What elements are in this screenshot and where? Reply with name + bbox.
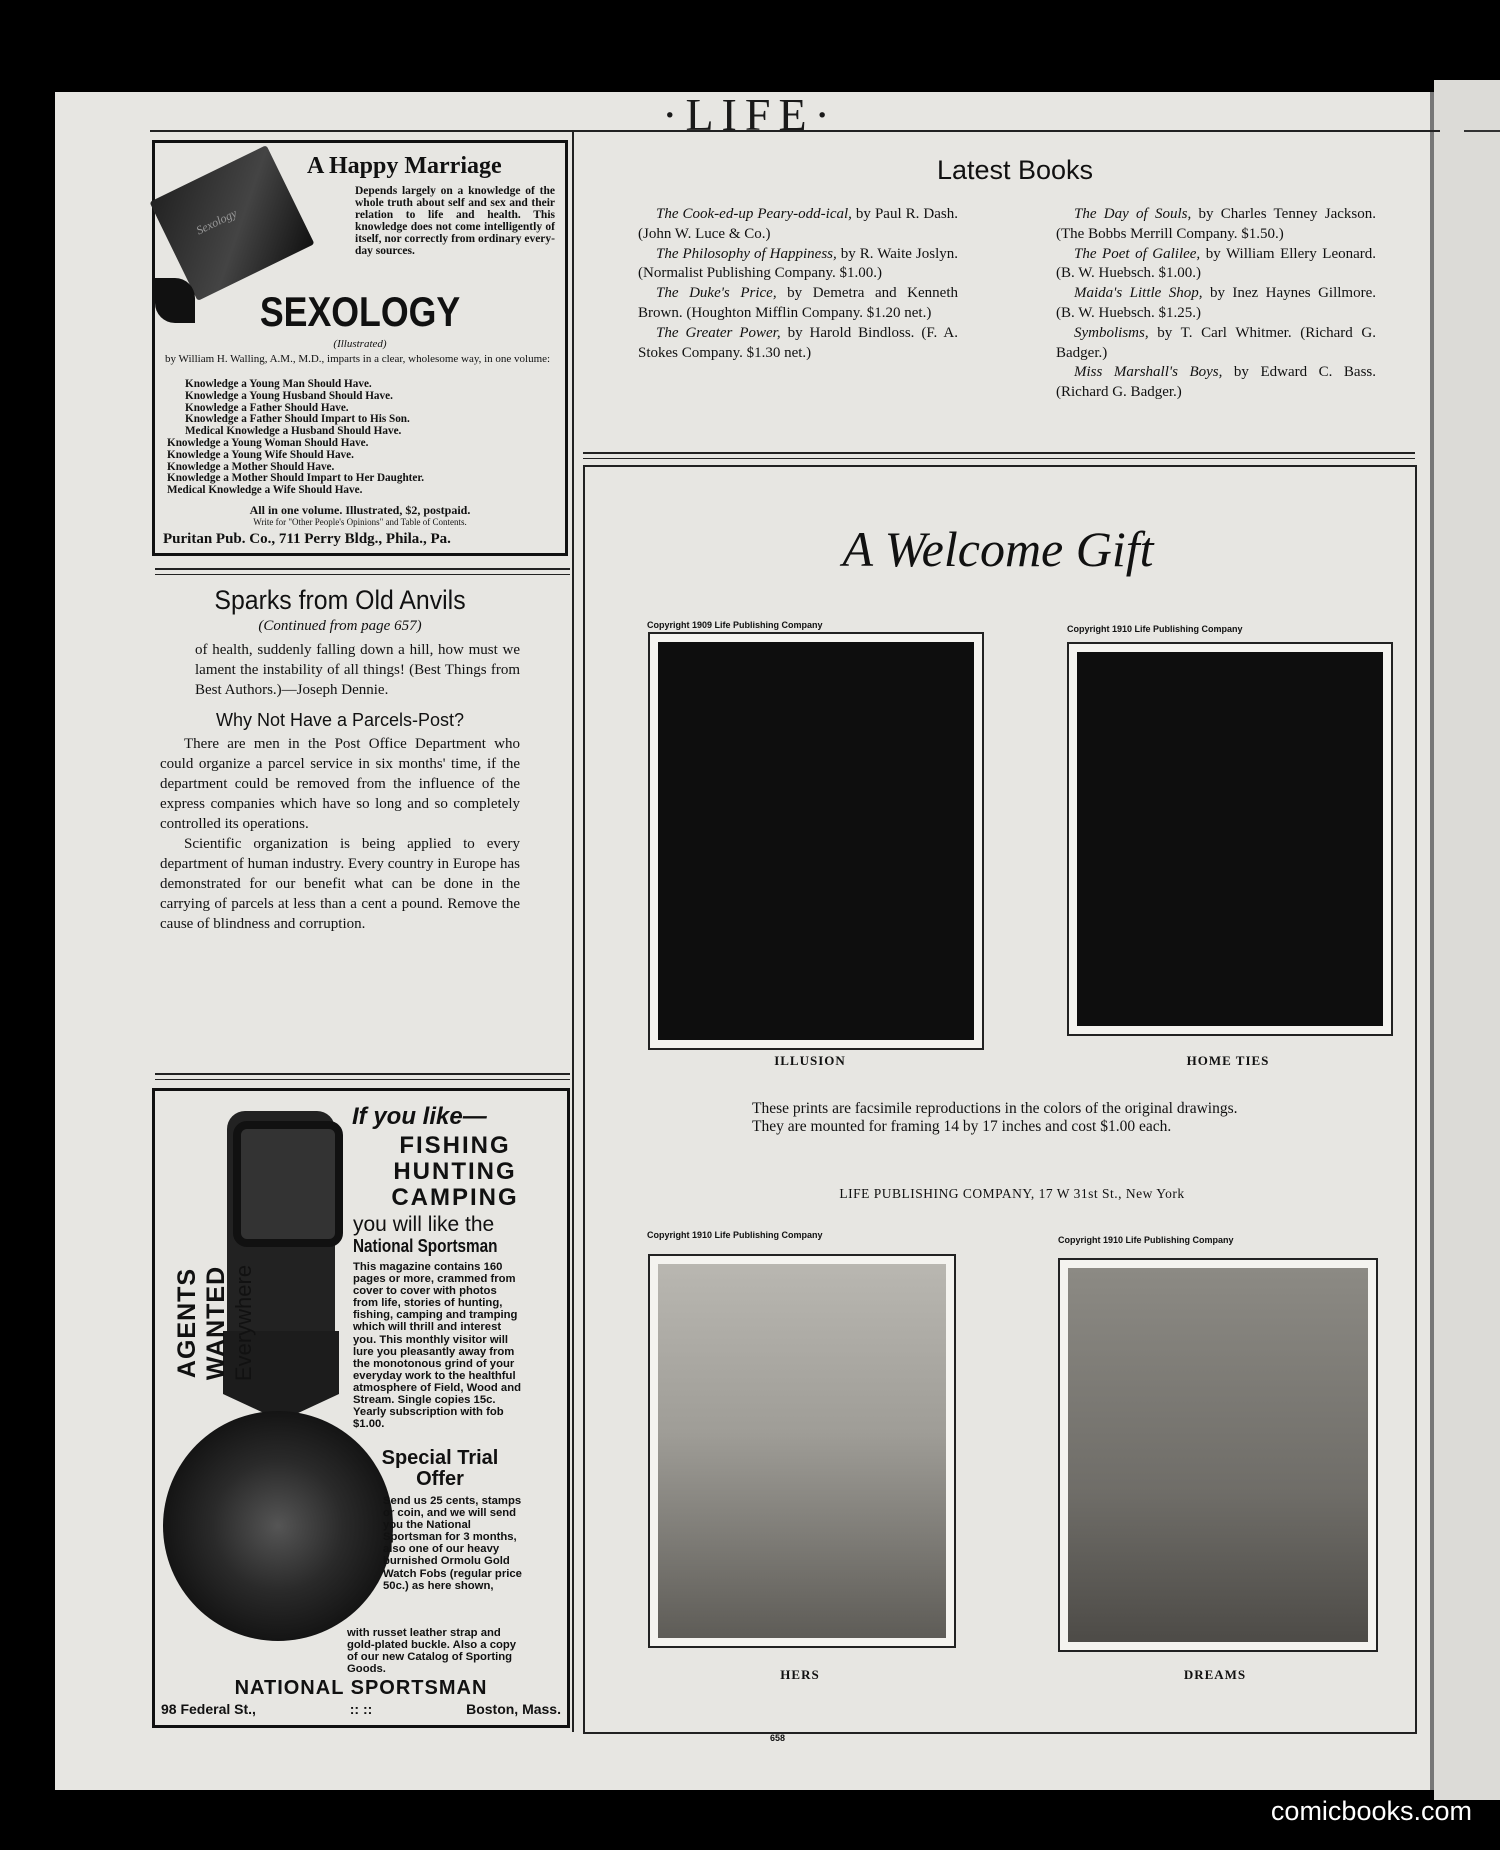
you-will-like: you will like the (353, 1213, 495, 1236)
book-details: by R. Waite Joslyn. (Normalist Publishing Company. $1.00.) (638, 245, 959, 282)
if-you-like: If you like— (352, 1103, 487, 1130)
book-details: by Demetra and Kenneth Brown. (Houghton Mifflin Company. $1.20 net.) (638, 285, 958, 321)
list-item: Knowledge a Father Should Have. (185, 401, 349, 414)
list-item: Knowledge a Young Wife Should Have. (167, 448, 354, 461)
list-item: Knowledge a Mother Should Have. (167, 460, 335, 473)
column-rule (572, 132, 574, 1732)
book-details: by Charles Tenney Jackson. (The Bobbs Merrill Company. $1.50.) (1056, 206, 1376, 242)
divider (583, 452, 1415, 454)
book-details: by Paul R. Dash. (John W. Luce & Co.) (638, 206, 958, 242)
ad-address (161, 1701, 561, 1717)
books-left-column (638, 205, 958, 363)
book-entry (1056, 324, 1376, 364)
special-offer: Special Trial Offer (381, 1447, 499, 1490)
publisher-line: LIFE PUBLISHING COMPANY, 17 W 31st St., New York (839, 1186, 1185, 1201)
everywhere-text: Everywhere (231, 1264, 256, 1382)
offer-text: Send us 25 cents, stamps or coin, and we will send you the National Sportsman for 3 months, also one of our heavy burnished Ormolu Gold Watch Fobs (regular price 50c.) as here shown, (383, 1495, 522, 1592)
divider (155, 1079, 570, 1080)
ad-item-list (167, 379, 557, 497)
masthead: ·LIFE· (662, 89, 838, 140)
gift-title: A Welcome Gift (842, 521, 1154, 577)
list-item: Knowledge a Young Woman Should Have. (167, 436, 369, 449)
masthead-rule (150, 130, 1440, 132)
address-separator: :: :: (349, 1701, 373, 1717)
print-copyright: Copyright 1910 Life Publishing Company (1067, 624, 1243, 634)
note-line: These prints are facsimile reproductions in the colors of the original drawings. (752, 1100, 1238, 1117)
book-entry (1056, 245, 1376, 285)
list-item: Medical Knowledge a Wife Should Have. (167, 484, 363, 497)
list-item: Knowledge a Young Man Should Have. (185, 378, 372, 390)
book-title: Symbolisms, (1074, 324, 1149, 341)
books-right-column (1056, 205, 1376, 403)
book-spine-text: Sexology (193, 205, 240, 238)
print-caption: HERS (780, 1667, 820, 1682)
article-paragraph: of health, suddenly falling down a hill, how must we lament the instability of all things! (Best Things from Best Authors.)—Joseph Dennie. (195, 642, 520, 698)
article-title: Sparks from Old Anvils (214, 585, 466, 615)
agents-text: AGENTS WANTED (173, 1265, 230, 1381)
book-details: by Harold Bindloss. (F. A. Stokes Company. $1.30 net.) (638, 324, 959, 361)
book-entry (1056, 284, 1376, 324)
next-page-edge (1434, 80, 1500, 1800)
print-image (658, 642, 974, 1040)
print-copyright: Copyright 1910 Life Publishing Company (647, 1230, 823, 1240)
print-image (1077, 652, 1383, 1026)
ad-publisher: Puritan Pub. Co., 711 Perry Bldg., Phila., Pa. (163, 531, 451, 547)
print-copyright: Copyright 1909 Life Publishing Company (647, 620, 823, 630)
book-title: The Greater Power, (656, 324, 781, 341)
watch-fob-medal (163, 1411, 393, 1641)
book-entry (638, 324, 958, 364)
book-details: by Inez Haynes Gillmore. (B. W. Huebsch. $1.25.) (1056, 285, 1376, 321)
latest-books-title: Latest Books (936, 155, 1094, 185)
national-sportsman-ad (152, 1088, 570, 1728)
ad-title: SEXOLOGY (259, 288, 461, 335)
print-hers (648, 1254, 956, 1648)
ad-blurb: Depends largely on a knowledge of the whole truth about self and sex and their relation to life and health. This knowledge does not come intelligently of itself, nor correctly from ordinary every-day sources. (355, 185, 555, 257)
page-number: 658 (770, 1733, 786, 1743)
article-paragraph: There are men in the Post Office Department who could organize a parcel service in six months' time, if the department could be removed from the influence of the express companies which have so long and so completely controlled its operations. (160, 736, 520, 832)
activities-list (355, 1133, 555, 1211)
book-details: by Edward C. Bass. (Richard G. Badger.) (1056, 364, 1377, 401)
print-copyright: Copyright 1910 Life Publishing Company (1058, 1235, 1234, 1245)
offer-text-continued: with russet leather strap and gold-plated buckle. Also a copy of our new Catalog of Sporting Goods. (347, 1627, 517, 1676)
list-item: Medical Knowledge a Husband Should Have. (185, 425, 402, 438)
ad-byline: by William H. Walling, A.M., M.D., imparts in a clear, wholesome way, in one volume: (165, 353, 551, 365)
note-line: They are mounted for framing 14 by 17 inches and cost $1.00 each. (752, 1118, 1172, 1135)
divider (583, 458, 1415, 459)
print-dreams (1058, 1258, 1378, 1652)
divider (155, 1073, 570, 1075)
divider (155, 574, 570, 575)
book-entry (1056, 363, 1376, 403)
ad-price-line: All in one volume. Illustrated, $2, postpaid. (249, 503, 471, 517)
print-caption: ILLUSION (774, 1053, 846, 1068)
list-item: Knowledge a Mother Should Impart to Her Daughter. (167, 472, 425, 485)
article-subhead: Why Not Have a Parcels-Post? (215, 710, 465, 730)
address-street: 98 Federal St., (161, 1701, 256, 1717)
ad-illustrated: (Illustrated) (333, 338, 387, 350)
ad-footer-name: NATIONAL SPORTSMAN (234, 1677, 488, 1699)
ad-headline: A Happy Marriage (307, 153, 502, 179)
book-entry (638, 245, 958, 285)
sparks-article (160, 585, 520, 934)
print-image (658, 1264, 946, 1638)
book-entry (1056, 205, 1376, 245)
watermark: comicbooks.com (1270, 1796, 1472, 1826)
print-illusion (648, 632, 984, 1050)
print-note (752, 1100, 1282, 1136)
print-home-ties (1067, 642, 1393, 1036)
continued-note: (Continued from page 657) (258, 618, 422, 634)
sexology-ad (152, 140, 568, 556)
divider (155, 568, 570, 570)
book-title: The Poet of Galilee, (1074, 245, 1201, 262)
print-image (1068, 1268, 1368, 1642)
print-caption: DREAMS (1183, 1667, 1247, 1682)
list-item: Knowledge a Father Should Impart to His Son. (185, 413, 410, 426)
article-paragraph: Scientific organization is being applied to every department of human industry. Every country in Europe has demonstrated for our benefit what can be done in the carrying of parcels at less than a cent a pound. Remove the cause of blindness and corruption. (160, 836, 520, 932)
list-item: Knowledge a Young Husband Should Have. (185, 389, 393, 402)
book-entry (638, 284, 958, 324)
book-title: Miss Marshall's Boys, (1074, 364, 1223, 381)
book-title: The Duke's Price, (656, 285, 777, 302)
book-title: Maida's Little Shop, (1074, 285, 1203, 302)
book-title: The Day of Souls, (1074, 206, 1192, 222)
book-title: The Philosophy of Happiness, (656, 245, 837, 262)
book-entry (638, 205, 958, 245)
book-details: by T. Carl Whitmer. (Richard G. Badger.) (1056, 324, 1376, 361)
activity: HUNTING (393, 1158, 517, 1185)
address-city: Boston, Mass. (466, 1701, 561, 1717)
magazine-blurb: This magazine contains 160 pages or more, crammed from cover to cover with photos from life, stories of hunting, fishing, camping and tramping which will thrill and interest you. This monthly visitor will lure you pleasantly away from the monotonous grind of your everyday work to the healthful atmosphere of Field, Wood and Stream. Single copies 15c. Yearly subscription with fob $1.00. (353, 1261, 521, 1431)
agents-wanted (173, 1223, 257, 1423)
activity: FISHING (399, 1132, 511, 1159)
magazine-name: National Sportsman (353, 1236, 498, 1256)
ad-write-line: Write for "Other People's Opinions" and Table of Contents. (253, 517, 467, 527)
book-title: The Cook-ed-up Peary-odd-ical, (656, 206, 852, 222)
print-caption: HOME TIES (1186, 1053, 1270, 1068)
activity: CAMPING (391, 1184, 519, 1211)
book-details: by William Ellery Leonard. (B. W. Huebsch. $1.00.) (1056, 245, 1377, 282)
